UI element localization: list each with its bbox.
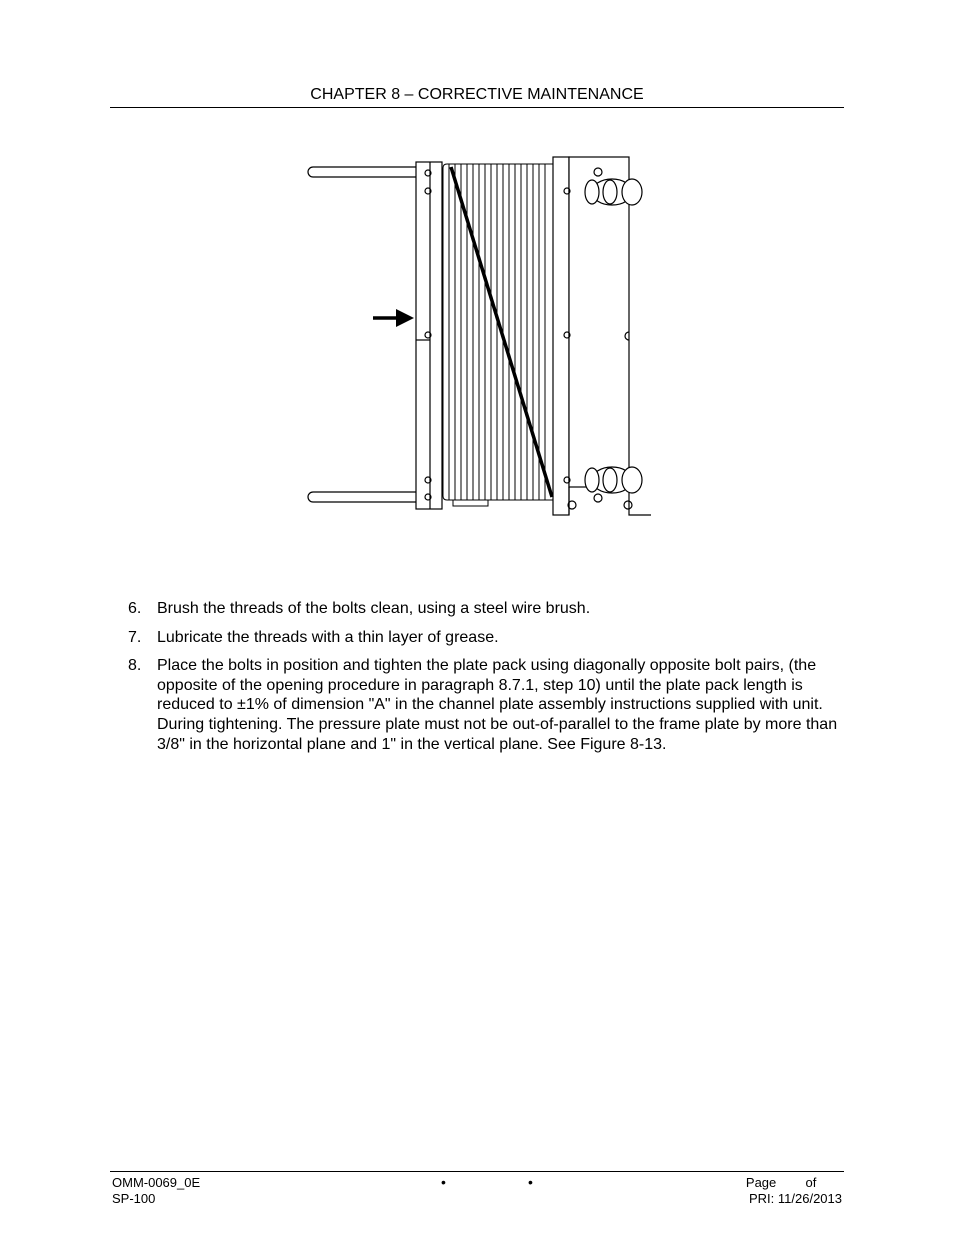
page-header-title: CHAPTER 8 – CORRECTIVE MAINTENANCE — [310, 86, 644, 103]
footer-bullet: • — [441, 1174, 446, 1190]
step-text: Place the bolts in position and tighten the plate pack using diagonally opposite bolt pairs, (the opposite of the opening procedure in paragraph 8.7.1, step 10) until the plate pack length is reduced to ±1% of dimension "A" in the channel plate assembly instructions supplied with unit. During tightening. The pressure plate must not be out-of-parallel to the frame plate by more than 3/8" in the horizontal plane and 1" in the vertical plane. See Figure 8-13. — [157, 657, 838, 753]
procedure-steps — [128, 599, 838, 763]
footer-left — [112, 1175, 200, 1207]
doc-number: OMM-0069_0E — [112, 1175, 201, 1190]
of-label: of — [805, 1175, 817, 1190]
step-number: 8. — [128, 657, 142, 675]
plate-heat-exchanger-figure — [300, 150, 660, 522]
list-item — [128, 599, 838, 619]
footer-divider — [110, 1171, 844, 1172]
step-number: 6. — [128, 600, 142, 617]
step-number: 7. — [128, 628, 142, 646]
model-number: SP-100 — [112, 1191, 156, 1206]
step-text: Lubricate the threads with a thin layer of grease. — [157, 628, 499, 646]
step-text: Brush the threads of the bolts clean, using a steel wire brush. — [157, 600, 591, 617]
list-item — [128, 656, 838, 754]
pri-date: PRI: 11/26/2013 — [749, 1191, 842, 1206]
list-item — [128, 628, 838, 648]
footer-bullet: • — [528, 1174, 533, 1190]
header-divider — [110, 107, 844, 108]
footer-right — [746, 1175, 842, 1207]
page-label: Page — [745, 1175, 777, 1190]
page-indicator — [746, 1175, 842, 1191]
